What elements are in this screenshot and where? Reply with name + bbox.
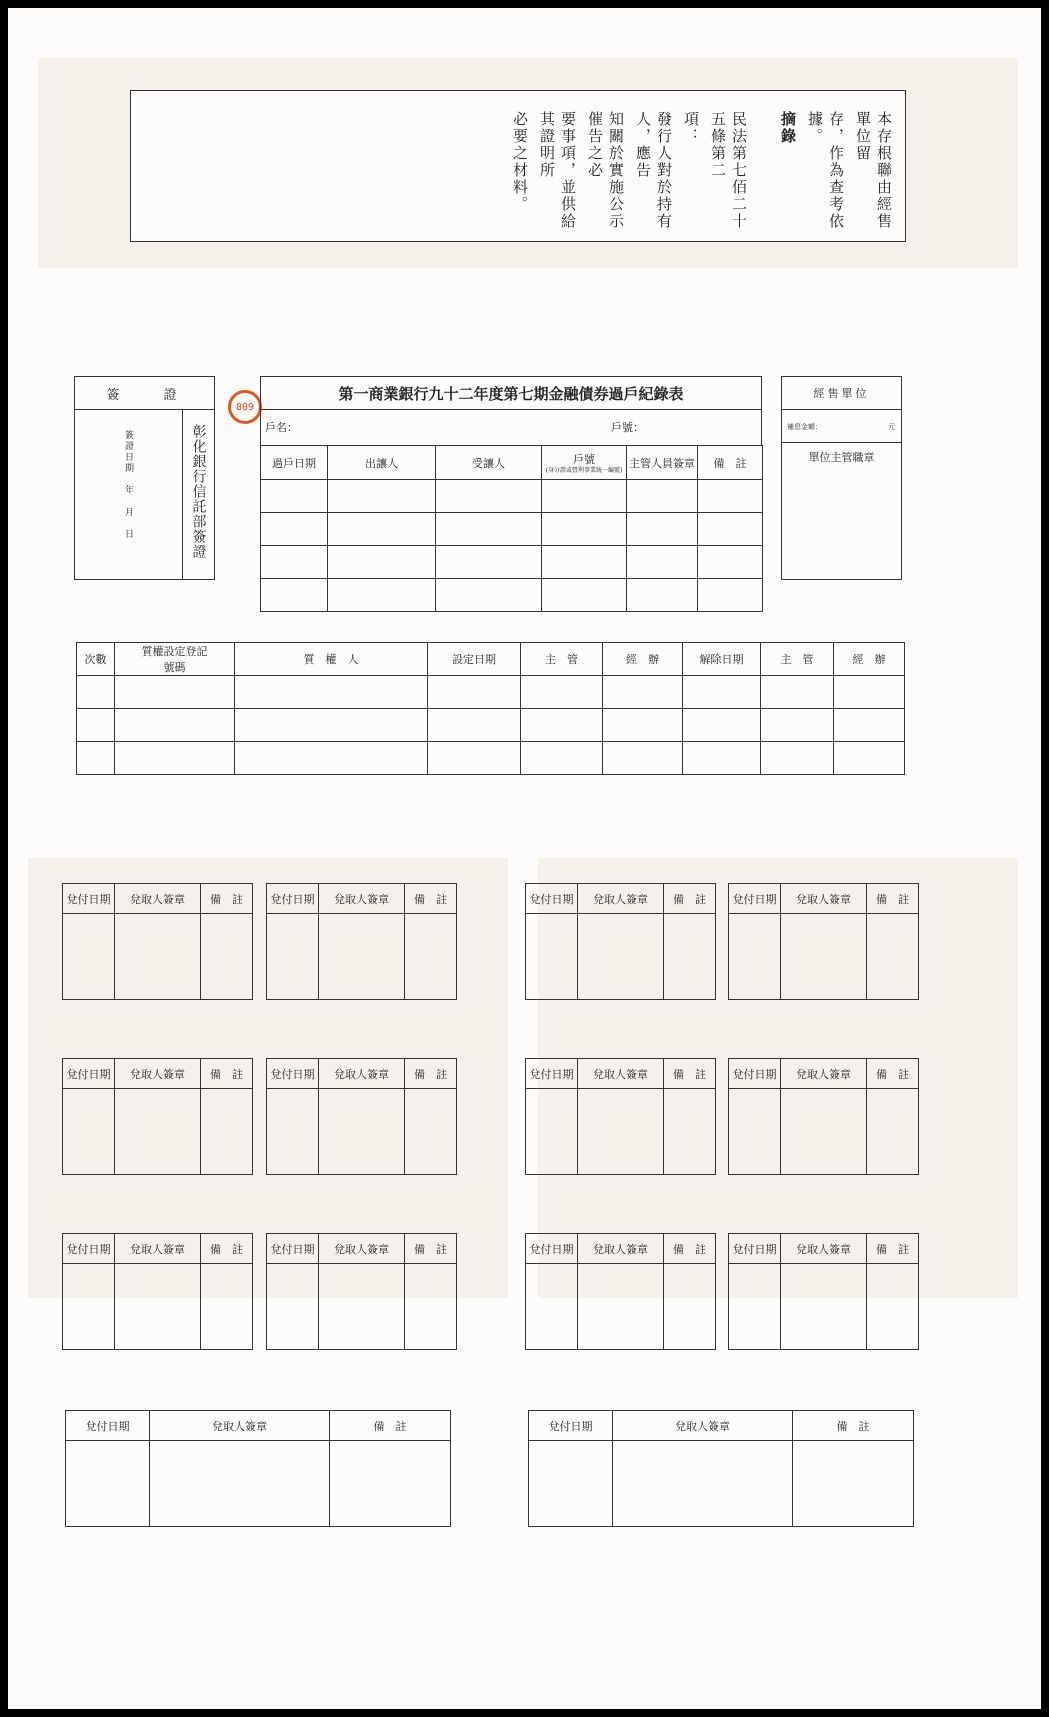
coupon-cell[interactable] bbox=[267, 1089, 319, 1175]
table-cell[interactable] bbox=[627, 480, 698, 513]
table-cell[interactable] bbox=[761, 742, 834, 775]
coupon-header-signature: 兌取人簽章 bbox=[781, 1234, 867, 1264]
coupon-header-signature: 兌取人簽章 bbox=[319, 1234, 405, 1264]
coupon-cell[interactable] bbox=[529, 1441, 613, 1527]
transfer-record-box bbox=[260, 376, 762, 613]
table-cell[interactable] bbox=[627, 546, 698, 579]
coupon-header-remarks: 備 註 bbox=[405, 884, 457, 914]
coupon-header-signature: 兌取人簽章 bbox=[613, 1411, 793, 1441]
table-cell[interactable] bbox=[834, 709, 905, 742]
coupon-table bbox=[62, 1058, 253, 1175]
coupon-cell[interactable] bbox=[115, 1264, 201, 1350]
coupon-header-date: 兌付日期 bbox=[729, 884, 781, 914]
coupon-table bbox=[62, 1233, 253, 1350]
header-count: 次數 bbox=[77, 643, 115, 676]
table-cell[interactable] bbox=[235, 709, 428, 742]
coupon-cell[interactable] bbox=[115, 914, 201, 1000]
coupon-cell[interactable] bbox=[201, 1264, 253, 1350]
coupon-table bbox=[728, 1233, 919, 1350]
coupon-cell[interactable] bbox=[664, 1089, 716, 1175]
table-cell[interactable] bbox=[436, 579, 542, 612]
table-cell[interactable] bbox=[115, 676, 235, 709]
table-cell[interactable] bbox=[603, 676, 683, 709]
header-pledge-registration-no: 質權設定登記號碼 bbox=[115, 643, 235, 676]
header-account-label: 戶號 bbox=[573, 453, 595, 466]
transfer-table bbox=[260, 445, 763, 612]
coupon-header-signature: 兌取人簽章 bbox=[115, 884, 201, 914]
coupon-cell[interactable] bbox=[867, 1264, 919, 1350]
coupon-header-date: 兌付日期 bbox=[526, 1059, 578, 1089]
table-cell[interactable] bbox=[542, 480, 627, 513]
coupon-header-remarks: 備 註 bbox=[793, 1411, 914, 1441]
table-cell[interactable] bbox=[683, 676, 761, 709]
table-cell[interactable] bbox=[261, 480, 328, 513]
coupon-cell[interactable] bbox=[201, 914, 253, 1000]
coupon-header-remarks: 備 註 bbox=[405, 1059, 457, 1089]
header-remarks: 備 註 bbox=[698, 446, 763, 480]
coupon-cell[interactable] bbox=[729, 1264, 781, 1350]
stub-line: 發行人對於持有人，應告 bbox=[634, 111, 673, 230]
coupon-cell[interactable] bbox=[526, 914, 578, 1000]
coupon-header-remarks: 備 註 bbox=[867, 1059, 919, 1089]
header-release-date: 解除日期 bbox=[683, 643, 761, 676]
coupon-table bbox=[728, 1058, 919, 1175]
coupon-header-date: 兌付日期 bbox=[529, 1411, 613, 1441]
coupon-header-date: 兌付日期 bbox=[729, 1059, 781, 1089]
table-cell[interactable] bbox=[428, 676, 521, 709]
coupon-table bbox=[525, 883, 716, 1000]
table-cell[interactable] bbox=[834, 676, 905, 709]
coupon-header-date: 兌付日期 bbox=[63, 884, 115, 914]
header-transfer-date: 過戶日期 bbox=[261, 446, 328, 480]
serial-seal: 809 bbox=[228, 390, 262, 424]
coupon-table bbox=[62, 883, 253, 1000]
stub-line: 本存根聯由經售單位留 bbox=[854, 111, 893, 230]
coupon-cell[interactable] bbox=[405, 914, 457, 1000]
endorsement-title: 簽 證 bbox=[75, 377, 214, 410]
coupon-table bbox=[525, 1233, 716, 1350]
interest-amount-label: 補息金額： bbox=[787, 423, 822, 431]
document-page bbox=[8, 8, 1041, 1709]
header-pledgee: 質 權 人 bbox=[235, 643, 428, 676]
table-cell[interactable] bbox=[698, 513, 763, 546]
table-cell[interactable] bbox=[761, 709, 834, 742]
table-cell[interactable] bbox=[603, 742, 683, 775]
coupon-cell[interactable] bbox=[526, 1264, 578, 1350]
coupon-header-remarks: 備 註 bbox=[201, 1234, 253, 1264]
coupon-header-signature: 兌取人簽章 bbox=[319, 1059, 405, 1089]
coupon-cell[interactable] bbox=[664, 914, 716, 1000]
coupon-header-remarks: 備 註 bbox=[664, 1234, 716, 1264]
coupon-cell[interactable] bbox=[63, 1089, 115, 1175]
coupon-cell[interactable] bbox=[115, 1089, 201, 1175]
coupon-cell[interactable] bbox=[781, 1089, 867, 1175]
coupon-table bbox=[528, 1410, 914, 1527]
coupon-cell[interactable] bbox=[867, 1089, 919, 1175]
coupon-cell[interactable] bbox=[526, 1089, 578, 1175]
endorsement-date-label: 簽證日期 年 月 日 bbox=[123, 430, 133, 540]
coupon-cell[interactable] bbox=[267, 914, 319, 1000]
table-cell[interactable] bbox=[627, 579, 698, 612]
table-cell[interactable] bbox=[77, 709, 115, 742]
coupon-header-signature: 兌取人簽章 bbox=[115, 1059, 201, 1089]
coupon-cell[interactable] bbox=[781, 914, 867, 1000]
stub-notice-box bbox=[130, 90, 906, 242]
table-cell[interactable] bbox=[77, 676, 115, 709]
stub-text bbox=[510, 111, 895, 236]
endorsement-box bbox=[74, 376, 215, 580]
pledge-table bbox=[76, 642, 905, 775]
coupon-cell[interactable] bbox=[781, 1264, 867, 1350]
coupon-header-signature: 兌取人簽章 bbox=[115, 1234, 201, 1264]
header-transferee: 受讓人 bbox=[436, 446, 542, 480]
table-cell[interactable] bbox=[521, 709, 603, 742]
header-supervisor-2: 主 管 bbox=[761, 643, 834, 676]
table-cell[interactable] bbox=[542, 513, 627, 546]
table-cell[interactable] bbox=[521, 742, 603, 775]
coupon-cell[interactable] bbox=[150, 1441, 330, 1527]
coupon-cell[interactable] bbox=[319, 914, 405, 1000]
coupon-table bbox=[65, 1410, 451, 1527]
header-account-number bbox=[542, 446, 627, 480]
endorsement-stamp-text: 彰化銀行信託部簽證 bbox=[190, 424, 207, 559]
table-cell[interactable] bbox=[627, 513, 698, 546]
header-set-date: 設定日期 bbox=[428, 643, 521, 676]
coupon-cell[interactable] bbox=[267, 1264, 319, 1350]
table-cell[interactable] bbox=[436, 546, 542, 579]
header-supervisor-seal: 主管人員簽章 bbox=[627, 446, 698, 480]
table-cell[interactable] bbox=[542, 579, 627, 612]
coupon-header-remarks: 備 註 bbox=[201, 1059, 253, 1089]
table-cell[interactable] bbox=[261, 579, 328, 612]
seller-unit-box bbox=[781, 376, 902, 580]
coupon-header-date: 兌付日期 bbox=[63, 1059, 115, 1089]
stub-line: 要事項，並供給其證明所 bbox=[538, 111, 577, 230]
coupon-cell[interactable] bbox=[729, 1089, 781, 1175]
table-cell[interactable] bbox=[328, 546, 436, 579]
table-cell[interactable] bbox=[698, 579, 763, 612]
coupon-header-date: 兌付日期 bbox=[526, 884, 578, 914]
coupon-cell[interactable] bbox=[613, 1441, 793, 1527]
stub-line: 必要之材料。 bbox=[511, 111, 529, 213]
table-cell[interactable] bbox=[834, 742, 905, 775]
coupon-header-date: 兌付日期 bbox=[729, 1234, 781, 1264]
seller-unit-title: 經售單位 bbox=[782, 377, 901, 410]
coupon-cell[interactable] bbox=[578, 1089, 664, 1175]
table-cell[interactable] bbox=[436, 513, 542, 546]
table-cell[interactable] bbox=[428, 742, 521, 775]
coupon-header-signature: 兌取人簽章 bbox=[319, 884, 405, 914]
coupon-header-remarks: 備 註 bbox=[330, 1411, 451, 1441]
transfer-table-title: 第一商業銀行九十二年度第七期金融債券過戶紀錄表 bbox=[260, 376, 762, 410]
coupon-cell[interactable] bbox=[578, 1264, 664, 1350]
header-handler-2: 經 辦 bbox=[834, 643, 905, 676]
coupon-header-signature: 兌取人簽章 bbox=[578, 1059, 664, 1089]
coupon-table bbox=[266, 1058, 457, 1175]
coupon-header-date: 兌付日期 bbox=[66, 1411, 150, 1441]
coupon-header-remarks: 備 註 bbox=[201, 884, 253, 914]
coupon-table bbox=[266, 883, 457, 1000]
coupon-cell[interactable] bbox=[63, 1264, 115, 1350]
table-cell[interactable] bbox=[328, 480, 436, 513]
table-cell[interactable] bbox=[698, 546, 763, 579]
coupon-cell[interactable] bbox=[63, 914, 115, 1000]
interest-amount-unit: 元 bbox=[888, 423, 895, 431]
coupon-header-signature: 兌取人簽章 bbox=[781, 884, 867, 914]
coupon-table bbox=[525, 1058, 716, 1175]
coupon-header-date: 兌付日期 bbox=[526, 1234, 578, 1264]
table-cell[interactable] bbox=[542, 546, 627, 579]
coupon-header-remarks: 備 註 bbox=[405, 1234, 457, 1264]
coupon-cell[interactable] bbox=[729, 914, 781, 1000]
stub-heading: 摘錄 bbox=[779, 111, 797, 145]
coupon-header-date: 兌付日期 bbox=[63, 1234, 115, 1264]
coupon-cell[interactable] bbox=[578, 914, 664, 1000]
table-cell[interactable] bbox=[428, 709, 521, 742]
coupon-cell[interactable] bbox=[405, 1264, 457, 1350]
coupon-cell[interactable] bbox=[66, 1441, 150, 1527]
coupon-table bbox=[266, 1233, 457, 1350]
coupon-cell[interactable] bbox=[201, 1089, 253, 1175]
table-cell[interactable] bbox=[698, 480, 763, 513]
coupon-header-date: 兌付日期 bbox=[267, 1234, 319, 1264]
coupon-cell[interactable] bbox=[405, 1089, 457, 1175]
table-cell[interactable] bbox=[328, 579, 436, 612]
unit-manager-seal-label: 單位主管職章 bbox=[808, 451, 875, 464]
table-cell[interactable] bbox=[235, 676, 428, 709]
header-supervisor: 主 管 bbox=[521, 643, 603, 676]
coupon-header-signature: 兌取人簽章 bbox=[781, 1059, 867, 1089]
table-cell[interactable] bbox=[115, 709, 235, 742]
table-cell[interactable] bbox=[603, 709, 683, 742]
table-cell[interactable] bbox=[77, 742, 115, 775]
stub-line: 存，作為查考依據。 bbox=[806, 111, 845, 230]
header-handler: 經 辦 bbox=[603, 643, 683, 676]
coupon-cell[interactable] bbox=[793, 1441, 914, 1527]
coupon-cell[interactable] bbox=[867, 914, 919, 1000]
header-account-note: (身分證或營利事業統一編號) bbox=[545, 467, 623, 474]
coupon-header-date: 兌付日期 bbox=[267, 1059, 319, 1089]
table-cell[interactable] bbox=[115, 742, 235, 775]
header-transferor: 出讓人 bbox=[328, 446, 436, 480]
coupon-cell[interactable] bbox=[664, 1264, 716, 1350]
stub-line: 民法第七佰二十五條第二 bbox=[709, 111, 748, 230]
coupon-header-signature: 兌取人簽章 bbox=[150, 1411, 330, 1441]
table-cell[interactable] bbox=[683, 709, 761, 742]
coupon-header-remarks: 備 註 bbox=[664, 884, 716, 914]
table-cell[interactable] bbox=[521, 676, 603, 709]
coupon-cell[interactable] bbox=[319, 1264, 405, 1350]
coupon-table bbox=[728, 883, 919, 1000]
table-cell[interactable] bbox=[261, 546, 328, 579]
coupon-cell[interactable] bbox=[330, 1441, 451, 1527]
table-cell[interactable] bbox=[761, 676, 834, 709]
table-cell[interactable] bbox=[683, 742, 761, 775]
table-cell[interactable] bbox=[436, 480, 542, 513]
account-number-label: 戶號： bbox=[611, 421, 644, 434]
coupon-cell[interactable] bbox=[319, 1089, 405, 1175]
coupon-header-signature: 兌取人簽章 bbox=[578, 884, 664, 914]
stub-line: 項： bbox=[682, 111, 700, 145]
coupon-header-remarks: 備 註 bbox=[867, 1234, 919, 1264]
coupon-header-date: 兌付日期 bbox=[267, 884, 319, 914]
table-cell[interactable] bbox=[235, 742, 428, 775]
table-cell[interactable] bbox=[261, 513, 328, 546]
stub-line: 知關於實施公示催告之必 bbox=[586, 111, 625, 230]
table-cell[interactable] bbox=[328, 513, 436, 546]
coupon-header-remarks: 備 註 bbox=[867, 884, 919, 914]
holder-name-label: 戶名： bbox=[265, 421, 298, 434]
coupon-header-signature: 兌取人簽章 bbox=[578, 1234, 664, 1264]
coupon-header-remarks: 備 註 bbox=[664, 1059, 716, 1089]
